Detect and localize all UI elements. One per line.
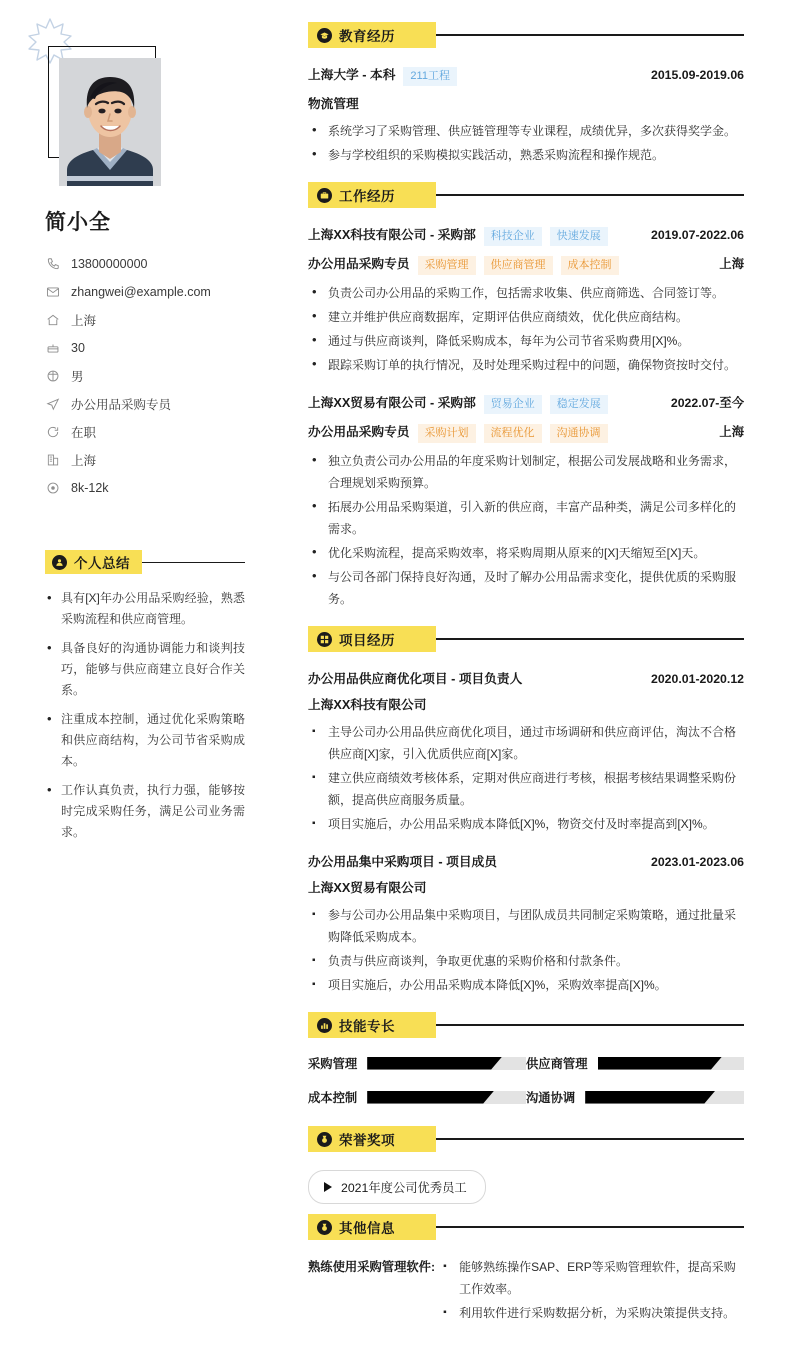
other-bullets bbox=[439, 1256, 744, 1324]
company-tag: 稳定发展 bbox=[550, 395, 608, 414]
honor-label: 2021年度公司优秀员工 bbox=[341, 1181, 467, 1195]
graduation-cap-icon bbox=[317, 28, 332, 43]
skills-grid bbox=[308, 1054, 744, 1122]
list-item: • 系统学习了采购管理、供应链管理等专业课程，成绩优异，多次获得奖学金。 bbox=[308, 120, 744, 142]
gender-icon bbox=[45, 368, 61, 384]
list-item: ▪ 参与公司办公用品集中采购项目，与团队成员共同制定采购策略，通过批量采购降低采购成本。 bbox=[308, 904, 744, 948]
skill-item bbox=[526, 1054, 744, 1072]
contact-value: 办公用品采购专员 bbox=[71, 398, 172, 412]
major-name: 物流管理 bbox=[308, 97, 359, 111]
skill-label: 采购管理 bbox=[308, 1057, 358, 1071]
skill-progress-fill bbox=[598, 1057, 723, 1070]
main-content bbox=[300, 0, 794, 1330]
divider bbox=[436, 1024, 744, 1025]
skill-progress-fill bbox=[367, 1091, 494, 1104]
list-item: • 工作认真负责，执行力强，能够按时完成采购任务，满足公司业务需求。 bbox=[45, 780, 245, 843]
list-item: ▪ 项目实施后，办公用品采购成本降低[X]%，采购效率提高[X]%。 bbox=[308, 974, 744, 996]
list-item: • 独立负责公司办公用品的年度采购计划制定，根据公司发展战略和业务需求，合理规划采购预算。 bbox=[308, 450, 744, 494]
list-item: ▪ 利用软件进行采购数据分析，为采购决策提供支持。 bbox=[439, 1302, 744, 1324]
summary-header bbox=[45, 550, 245, 574]
list-item: ▪ 建立供应商绩效考核体系，定期对供应商进行考核，根据考核结果调整采购份额，提高供应商服务质量。 bbox=[308, 767, 744, 811]
list-item: ▪ 能够熟练操作SAP、ERP等采购管理软件，提高采购工作效率。 bbox=[439, 1256, 744, 1300]
honor-badge bbox=[308, 1170, 486, 1204]
list-item: • 建立并维护供应商数据库，定期评估供应商绩效，优化供应商结构。 bbox=[308, 306, 744, 328]
list-item: • 负责公司办公用品的采购工作，包括需求收集、供应商筛选、合同签订等。 bbox=[308, 282, 744, 304]
work-bullets bbox=[308, 450, 744, 610]
divider bbox=[436, 1226, 744, 1227]
list-item: • 具备良好的沟通协调能力和谈判技巧，能够与供应商建立良好合作关系。 bbox=[45, 638, 245, 701]
work-role-row bbox=[308, 253, 744, 275]
contact-list bbox=[45, 250, 300, 502]
skill-tag: 供应商管理 bbox=[484, 256, 553, 275]
projects-header bbox=[308, 626, 744, 652]
company-name: 上海XX贸易有限公司 - 采购部 bbox=[308, 396, 476, 410]
list-item: • 注重成本控制，通过优化采购策略和供应商结构，为公司节省采购成本。 bbox=[45, 709, 245, 772]
divider bbox=[436, 194, 744, 195]
company-name: 上海XX科技有限公司 - 采购部 bbox=[308, 228, 476, 242]
list-item: • 通过与供应商谈判，降低采购成本，每年为公司节省采购费用[X]%。 bbox=[308, 330, 744, 352]
skill-progress-track bbox=[598, 1057, 745, 1070]
project-company: 上海XX贸易有限公司 bbox=[308, 881, 427, 895]
skills-header bbox=[308, 1012, 744, 1038]
summary-list bbox=[45, 588, 245, 843]
skill-progress-fill bbox=[367, 1057, 502, 1070]
section-other-info bbox=[308, 1214, 744, 1326]
skill-item bbox=[526, 1088, 744, 1106]
photo-area bbox=[0, 0, 300, 200]
list-item: • 跟踪采购订单的执行情况，及时处理采购过程中的问题，确保物资按时交付。 bbox=[308, 354, 744, 376]
job-title: 办公用品采购专员 bbox=[308, 257, 410, 271]
contact-value: 13800000000 bbox=[71, 257, 148, 271]
project-row bbox=[308, 851, 744, 870]
grid-icon bbox=[317, 632, 332, 647]
projects-title: 项目经历 bbox=[339, 633, 395, 648]
other-title: 其他信息 bbox=[339, 1221, 395, 1236]
building-icon bbox=[45, 452, 61, 468]
contact-item-workplace bbox=[45, 446, 300, 474]
target-icon bbox=[45, 480, 61, 496]
skill-tag: 采购计划 bbox=[418, 424, 476, 443]
section-skills bbox=[308, 1012, 744, 1122]
project-company: 上海XX科技有限公司 bbox=[308, 698, 427, 712]
work-title: 工作经历 bbox=[339, 189, 395, 204]
contact-item-age bbox=[45, 334, 300, 362]
contact-item-email bbox=[45, 278, 300, 306]
project-row bbox=[308, 668, 744, 687]
send-icon bbox=[45, 396, 61, 412]
section-education bbox=[308, 22, 744, 166]
work-entry bbox=[308, 224, 744, 376]
list-item: ▪ 项目实施后，办公用品采购成本降低[X]%，物资交付及时率提高到[X]%。 bbox=[308, 813, 744, 835]
work-role-row bbox=[308, 421, 744, 443]
person-icon bbox=[52, 555, 67, 570]
work-date: 2019.07-2022.06 bbox=[651, 228, 744, 242]
cake-icon bbox=[45, 340, 61, 356]
work-bullets bbox=[308, 282, 744, 376]
list-item: • 具有[X]年办公用品采购经验，熟悉采购流程和供应商管理。 bbox=[45, 588, 245, 630]
skill-tag: 采购管理 bbox=[418, 256, 476, 275]
contact-value: 男 bbox=[71, 370, 84, 384]
contact-value: 30 bbox=[71, 341, 85, 355]
other-label: 熟练使用采购管理软件: bbox=[308, 1260, 436, 1274]
skill-progress-track bbox=[367, 1057, 526, 1070]
contact-value: 上海 bbox=[71, 454, 97, 468]
skill-progress-track bbox=[367, 1091, 526, 1104]
project-bullets bbox=[308, 721, 744, 835]
divider bbox=[142, 562, 245, 563]
briefcase-icon bbox=[317, 188, 332, 203]
education-tag: 211工程 bbox=[403, 67, 457, 86]
education-bullets bbox=[308, 120, 744, 166]
company-tag: 快速发展 bbox=[550, 227, 608, 246]
work-header bbox=[308, 182, 744, 208]
project-name: 办公用品集中采购项目 - 项目成员 bbox=[308, 855, 497, 869]
section-summary bbox=[45, 550, 245, 843]
skill-item bbox=[308, 1054, 526, 1072]
skills-title: 技能专长 bbox=[339, 1019, 395, 1034]
divider bbox=[436, 638, 744, 639]
work-entry bbox=[308, 392, 744, 610]
summary-title: 个人总结 bbox=[74, 556, 130, 571]
company-tag: 贸易企业 bbox=[484, 395, 542, 414]
project-date: 2023.01-2023.06 bbox=[651, 855, 744, 869]
chart-icon bbox=[317, 1018, 332, 1033]
list-item: ▪ 负责与供应商谈判，争取更优惠的采购价格和付款条件。 bbox=[308, 950, 744, 972]
education-entry bbox=[308, 64, 744, 166]
contact-value: 上海 bbox=[71, 314, 97, 328]
project-name: 办公用品供应商优化项目 - 项目负责人 bbox=[308, 672, 523, 686]
divider bbox=[436, 1138, 744, 1139]
medal-icon bbox=[317, 1132, 332, 1147]
list-item: • 与公司各部门保持良好沟通，及时了解办公用品需求变化，提供优质的采购服务。 bbox=[308, 566, 744, 610]
section-work bbox=[308, 182, 744, 610]
education-date: 2015.09-2019.06 bbox=[651, 68, 744, 82]
job-title: 办公用品采购专员 bbox=[308, 425, 410, 439]
honors-header bbox=[308, 1126, 744, 1152]
info-icon bbox=[317, 1220, 332, 1235]
honors-title: 荣誉奖项 bbox=[339, 1133, 395, 1148]
other-info-row bbox=[308, 1256, 744, 1326]
work-company-row bbox=[308, 392, 744, 414]
school-name: 上海大学 - 本科 bbox=[308, 68, 396, 82]
avatar bbox=[59, 58, 161, 186]
contact-value: 8k-12k bbox=[71, 481, 109, 495]
list-item: ▪ 主导公司办公用品供应商优化项目，通过市场调研和供应商评估，淘汰不合格供应商[X]家，引入优质供应商[X]家。 bbox=[308, 721, 744, 765]
work-company-row bbox=[308, 224, 744, 246]
contact-value: zhangwei@example.com bbox=[71, 285, 211, 299]
contact-item-status bbox=[45, 418, 300, 446]
work-location: 上海 bbox=[719, 257, 744, 271]
contact-item-phone bbox=[45, 250, 300, 278]
skill-tag: 沟通协调 bbox=[550, 424, 608, 443]
section-projects bbox=[308, 626, 744, 996]
skill-tag: 成本控制 bbox=[561, 256, 619, 275]
status-icon bbox=[45, 424, 61, 440]
home-icon bbox=[45, 312, 61, 328]
education-title: 教育经历 bbox=[339, 29, 395, 44]
contact-item-city bbox=[45, 306, 300, 334]
other-body bbox=[439, 1256, 744, 1326]
project-date: 2020.01-2020.12 bbox=[651, 672, 744, 686]
sidebar bbox=[0, 0, 300, 851]
play-triangle-icon bbox=[324, 1182, 332, 1192]
education-header bbox=[308, 22, 744, 48]
page-title: 简小全 bbox=[45, 211, 111, 234]
project-entry bbox=[308, 668, 744, 835]
skill-progress-fill bbox=[585, 1091, 715, 1104]
contact-value: 在职 bbox=[71, 426, 97, 440]
contact-item-gender bbox=[45, 362, 300, 390]
project-bullets bbox=[308, 904, 744, 996]
contact-item-salary bbox=[45, 474, 300, 502]
list-item: • 参与学校组织的采购模拟实践活动，熟悉采购流程和操作规范。 bbox=[308, 144, 744, 166]
phone-icon bbox=[45, 256, 61, 272]
work-location: 上海 bbox=[719, 425, 744, 439]
contact-item-position bbox=[45, 390, 300, 418]
skill-label: 沟通协调 bbox=[526, 1091, 576, 1105]
section-honors bbox=[308, 1126, 744, 1210]
list-item: • 优化采购流程，提高采购效率，将采购周期从原来的[X]天缩短至[X]天。 bbox=[308, 542, 744, 564]
envelope-icon bbox=[45, 284, 61, 300]
other-header bbox=[308, 1214, 744, 1240]
education-row bbox=[308, 64, 744, 86]
work-date: 2022.07-至今 bbox=[670, 396, 744, 410]
skill-tag: 流程优化 bbox=[484, 424, 542, 443]
project-entry bbox=[308, 851, 744, 996]
divider bbox=[436, 34, 744, 35]
skill-label: 成本控制 bbox=[308, 1091, 358, 1105]
company-tag: 科技企业 bbox=[484, 227, 542, 246]
list-item: • 拓展办公用品采购渠道，引入新的供应商，丰富产品种类，满足公司多样化的需求。 bbox=[308, 496, 744, 540]
skill-item bbox=[308, 1088, 526, 1106]
skill-progress-track bbox=[585, 1091, 744, 1104]
skill-label: 供应商管理 bbox=[526, 1057, 588, 1071]
